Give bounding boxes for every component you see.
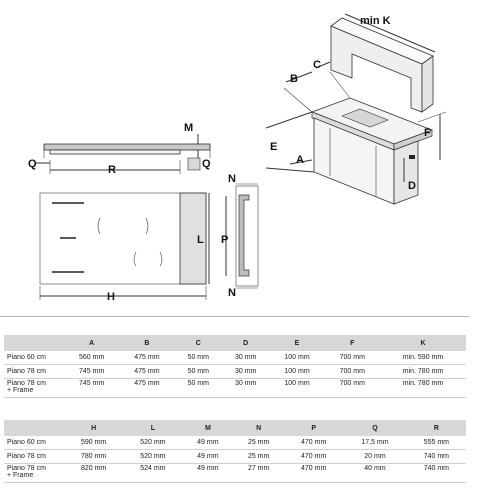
table-cell: 820 mm	[64, 464, 123, 483]
table-cell: 475 mm	[119, 365, 174, 379]
dim-label-p: P	[221, 234, 229, 246]
dim-label-q-left: Q	[28, 158, 37, 170]
table-cell: 700 mm	[325, 365, 380, 379]
table-cell: 49 mm	[182, 464, 233, 483]
table-cell: 780 mm	[64, 450, 123, 464]
header-cell: P	[284, 420, 343, 436]
isometric-installation-view	[266, 14, 446, 204]
dim-label-n-bottom: N	[228, 287, 236, 299]
table-cell: 100 mm	[269, 379, 324, 398]
table-row	[4, 464, 466, 483]
dim-label-q-right: Q	[202, 158, 211, 170]
table-cell: 100 mm	[269, 351, 324, 365]
table-cell: 100 mm	[269, 365, 324, 379]
header-cell: R	[407, 420, 466, 436]
header-cell: A	[64, 335, 119, 351]
table-cell: 524 mm	[123, 464, 182, 483]
table-cell: 470 mm	[284, 436, 343, 450]
row-label-line1: Piano 78 cm	[7, 465, 46, 472]
dim-label-e: E	[270, 141, 278, 153]
table-row	[4, 379, 466, 398]
table-cell: 740 mm	[407, 464, 466, 483]
table-cell: 470 mm	[284, 450, 343, 464]
table-header-row	[4, 335, 466, 351]
header-cell: K	[380, 335, 466, 351]
table-cell: 560 mm	[64, 351, 119, 365]
table-row	[4, 450, 466, 464]
table-row	[4, 365, 466, 379]
cutout-view	[221, 173, 258, 299]
dim-label-b: B	[290, 73, 298, 85]
header-cell: H	[64, 420, 123, 436]
row-label: Piano 78 cm	[4, 365, 64, 379]
table-cell: 40 mm	[343, 464, 406, 483]
table-cell: 20 mm	[343, 450, 406, 464]
header-cell: C	[175, 335, 222, 351]
header-cell: E	[269, 335, 324, 351]
row-label-line1: Piano 78 cm	[7, 380, 46, 387]
table-cell: 745 mm	[64, 365, 119, 379]
table-cell: 50 mm	[175, 351, 222, 365]
dimensions-table-2	[4, 420, 466, 483]
table-cell: 475 mm	[119, 379, 174, 398]
dim-label-h: H	[107, 291, 115, 303]
table-cell: 25 mm	[233, 450, 284, 464]
dim-label-c: C	[313, 59, 321, 71]
row-label	[4, 464, 64, 483]
table-cell: 470 mm	[284, 464, 343, 483]
row-label-line2: + Frame	[7, 387, 34, 394]
top-view-hob	[40, 193, 209, 303]
dim-label-d: D	[408, 180, 416, 192]
row-label: Piano 78 cm	[4, 450, 64, 464]
header-cell: F	[325, 335, 380, 351]
header-cell	[4, 420, 64, 436]
table-header-row	[4, 420, 466, 436]
table-cell: min. 780 mm	[380, 379, 466, 398]
table-cell: 17,5 mm	[343, 436, 406, 450]
row-label: Piano 60 cm	[4, 351, 64, 365]
table-cell: min. 590 mm	[380, 351, 466, 365]
table-cell: 520 mm	[123, 436, 182, 450]
dim-label-m: M	[184, 122, 194, 134]
dim-label-a: A	[296, 154, 304, 166]
header-cell: D	[222, 335, 269, 351]
table-row	[4, 351, 466, 365]
table-cell: 475 mm	[119, 351, 174, 365]
header-cell: L	[123, 420, 182, 436]
table-cell: 555 mm	[407, 436, 466, 450]
table-cell: 700 mm	[325, 351, 380, 365]
header-cell: N	[233, 420, 284, 436]
dim-label-l: L	[197, 234, 204, 246]
table-cell: 30 mm	[222, 351, 269, 365]
dim-label-r: R	[108, 164, 116, 176]
table-cell: 520 mm	[123, 450, 182, 464]
dimensions-table-1	[4, 335, 466, 398]
table-cell: 590 mm	[64, 436, 123, 450]
table-cell: 30 mm	[222, 379, 269, 398]
header-cell: Q	[343, 420, 406, 436]
header-cell	[4, 335, 64, 351]
table-cell: 50 mm	[175, 365, 222, 379]
row-label: Piano 60 cm	[4, 436, 64, 450]
row-label-line2: + Frame	[7, 472, 34, 479]
header-cell: B	[119, 335, 174, 351]
table-cell: 745 mm	[64, 379, 119, 398]
table-cell: 49 mm	[182, 436, 233, 450]
table-cell: 30 mm	[222, 365, 269, 379]
row-label	[4, 379, 64, 398]
side-profile-view	[28, 122, 211, 176]
dim-label-f: F	[424, 127, 431, 139]
table-cell: 27 mm	[233, 464, 284, 483]
table-cell: 740 mm	[407, 450, 466, 464]
dim-label-n-top: N	[228, 173, 236, 185]
header-cell: M	[182, 420, 233, 436]
table-cell: 50 mm	[175, 379, 222, 398]
table-row	[4, 436, 466, 450]
dim-label-min-k: min K	[360, 15, 391, 27]
table-cell: 25 mm	[233, 436, 284, 450]
table-cell: min. 780 mm	[380, 365, 466, 379]
table-cell: 49 mm	[182, 450, 233, 464]
table-cell: 700 mm	[325, 379, 380, 398]
section-divider	[0, 316, 470, 317]
